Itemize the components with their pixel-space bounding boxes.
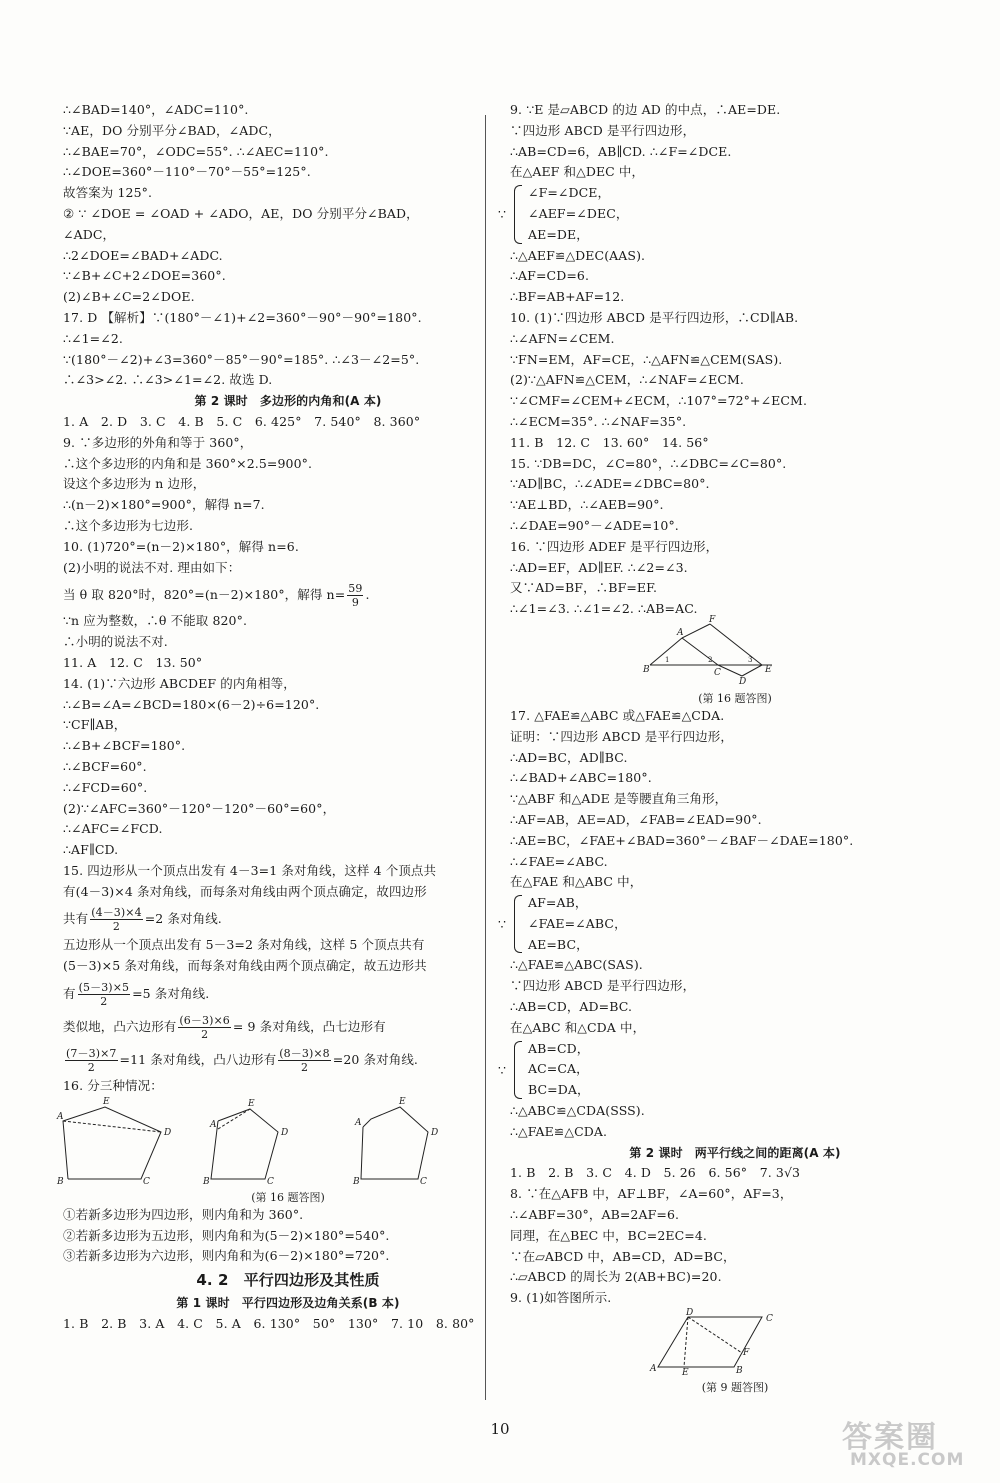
answer-line: 1. B 2. B 3. A 4. C 5. A 6. 130° 50° 130° 7. 10 8. 80°: [63, 1316, 475, 1332]
text-line: 8. ∵在△AFB 中，AF⊥BF，∠A=60°，AF=3，: [510, 1186, 793, 1202]
text-line: ∴∠FAE=∠ABC.: [510, 853, 608, 869]
figure-caption: (第 9 题答图): [701, 1381, 769, 1395]
denominator: 2: [112, 920, 120, 934]
text-line: ∵AE，DO 分别平分∠BAD，∠ADC，: [63, 122, 281, 138]
page-number: 10: [490, 1420, 510, 1438]
svg-text:E: E: [682, 1368, 689, 1379]
text-line: 15. 四边形从一个顶点出发有 4－3=1 条对角线，这样 4 个顶点共: [63, 862, 437, 878]
watermark-logo: [842, 1412, 982, 1474]
text-line: 在△FAE 和△ABC 中，: [510, 874, 643, 890]
text-fragment: 共有: [63, 911, 89, 927]
figure-9-parallelogram: [510, 1309, 960, 1395]
numerator: (7－3)×7: [66, 1047, 117, 1061]
denominator: 2: [201, 1028, 209, 1042]
text-fragment: =2 条对角线.: [144, 911, 222, 927]
triangle-diagram: [510, 614, 960, 687]
text-line: ∵AE⊥BD，∴∠AEB=90°.: [510, 497, 664, 513]
text-line: ∴AF=CD=6.: [510, 268, 590, 284]
because-symbol: ∵: [498, 1062, 506, 1078]
text-line: ∴∠DAE=90°－∠ADE=10°.: [510, 517, 679, 533]
parallelogram-diagram: [510, 1308, 960, 1379]
condition-line: AC=CA，: [528, 1061, 589, 1077]
svg-text:D: D: [739, 676, 747, 687]
diagram-hexagon: [361, 1107, 428, 1179]
text-line: 证明：∵四边形 ABCD 是平行四边形，: [510, 728, 733, 744]
numerator: (6－3)×6: [179, 1014, 230, 1028]
text-line: ∵△ABF 和△ADE 是等腰直角三角形，: [510, 791, 728, 807]
text-line: ∴∠AFC=∠FCD.: [63, 821, 163, 837]
text-line: ∴AF∥CD.: [63, 842, 119, 858]
text-fragment: =20 条对角线.: [332, 1052, 418, 1068]
text-line: 又∵AD=BF，∴BF=EF.: [510, 580, 658, 596]
condition-line: AE=DE，: [528, 226, 589, 242]
text-fragment: .: [365, 587, 370, 603]
text-line: 15. ∵DB=DC，∠C=80°，∴∠DBC=∠C=80°.: [510, 455, 787, 471]
condition-brace: [498, 183, 960, 245]
brace-mark: [514, 185, 522, 243]
svg-text:B: B: [643, 664, 650, 675]
text-line: ∵四边形 ABCD 是平行四边形，: [510, 978, 696, 994]
brace-mark: [514, 895, 522, 953]
condition-line: BC=DA，: [528, 1082, 590, 1098]
answer-line: 11. A 12. C 13. 50°: [63, 654, 203, 670]
text-line: ∴这个多边形为七边形.: [63, 517, 194, 533]
denominator: 2: [100, 995, 108, 1009]
text-line: ∵∠CMF=∠CEM+∠ECM，∴107°=72°+∠ECM.: [510, 393, 808, 409]
section-heading: 第 1 课时 平行四边形及边角关系(B 本): [176, 1296, 400, 1311]
condition-line: AB=CD，: [528, 1040, 590, 1056]
text-line: 有(4－3)×4 条对角线，而每条对角线由两个顶点确定，故四边形: [63, 883, 427, 899]
text-line: 五边形从一个顶点出发有 5－3=2 条对角线，这样 5 个顶点共有: [63, 937, 425, 953]
figure-caption: (第 16 题答图): [251, 1190, 325, 1204]
text-line: ∴∠B+∠BCF=180°.: [63, 738, 186, 754]
text-line: 在△AEF 和△DEC 中，: [510, 164, 645, 180]
text-line: ②若新多边形为五边形，则内角和为(5－2)×180°=540°.: [63, 1227, 390, 1243]
text-line: ∴△AEF≌△DEC(AAS).: [510, 247, 646, 263]
answer-line: 1. B 2. B 3. C 4. D 5. 26 6. 56° 7. 3√3: [510, 1165, 801, 1181]
text-line: ∴△FAE≌△ABC(SAS).: [510, 957, 643, 973]
fraction: [178, 1014, 231, 1041]
text-line: 17. D 【解析】∵(180°－∠1)+∠2=360°－90°－90°=180°.: [63, 309, 422, 325]
svg-text:C: C: [267, 1176, 274, 1187]
text-line: ∴∠FCD=60°.: [63, 779, 148, 795]
text-line: ∵n 应为整数，∴θ 不能取 820°.: [63, 613, 248, 629]
fraction: [278, 1047, 331, 1074]
svg-text:F: F: [709, 614, 716, 625]
text-line: ∴∠BCF=60°.: [63, 758, 147, 774]
text-fragment: =5 条对角线.: [132, 986, 210, 1002]
text-line: ①若新多边形为四边形，则内角和为 360°.: [63, 1206, 304, 1222]
svg-text:B: B: [736, 1366, 743, 1377]
text-line: ∴∠DOE=360°－110°－70°－55°=125°.: [63, 164, 311, 180]
numerator: 59: [348, 582, 363, 596]
text-line: ∴∠ABF=30°，AB=2AF=6.: [510, 1207, 680, 1223]
text-line: ∵FN=EM，AF=CE，∴△AFN≌△CEM(SAS).: [510, 351, 783, 367]
answer-line: 1. A 2. D 3. C 4. B 5. C 6. 425° 7. 540° 8. 360°: [63, 413, 421, 429]
text-line: ∴BF=AB+AF=12.: [510, 289, 625, 305]
text-line: ∵四边形 ABCD 是平行四边形，: [510, 122, 696, 138]
text-line: ∴∠3>∠2. ∴∠3>∠1=∠2. 故选 D.: [63, 372, 273, 388]
text-line: ∴(n－2)×180°=900°，解得 n=7.: [63, 497, 265, 513]
text-line: ∴∠BAD=140°，∠ADC=110°.: [63, 102, 249, 117]
svg-text:B: B: [57, 1176, 64, 1187]
svg-text:A: A: [677, 627, 684, 638]
text-line: ∴▱ABCD 的周长为 2(AB+BC)=20.: [510, 1269, 722, 1285]
svg-text:1: 1: [665, 655, 670, 664]
condition-line: ∠F=∠DCE，: [528, 185, 611, 201]
condition-brace: [498, 893, 960, 955]
svg-text:E: E: [103, 1096, 110, 1107]
svg-text:C: C: [143, 1176, 150, 1187]
fraction: [347, 582, 363, 609]
text-line: (2)∵△AFN≌△CEM，∴∠NAF=∠ECM.: [510, 372, 744, 388]
svg-text:D: D: [686, 1308, 694, 1319]
text-line: 10. (1)∵四边形 ABCD 是平行四边形，∴CD∥AB.: [510, 309, 799, 325]
text-fragment: 当 θ 取 820°时，820°=(n－2)×180°，解得 n=: [63, 587, 346, 603]
condition-brace: [498, 1039, 960, 1101]
text-line: ∵∠B+∠C+2∠DOE=360°.: [63, 268, 226, 284]
svg-text:C: C: [420, 1176, 427, 1187]
text-line: 设这个多边形为 n 边形，: [63, 476, 206, 492]
svg-text:2: 2: [708, 655, 713, 664]
text-line: ∴∠1=∠2.: [63, 330, 123, 346]
text-fragment: =11 条对角线，凸八边形有: [119, 1052, 277, 1068]
text-line: ∴AB=CD，AD=BC.: [510, 999, 633, 1015]
text-line: (2)小明的说法不对. 理由如下：: [63, 559, 241, 575]
svg-text:D: D: [164, 1127, 172, 1138]
text-line: ∴△FAE≌△CDA.: [510, 1123, 608, 1139]
svg-text:A: A: [355, 1117, 362, 1128]
text-line: ∴AE=BC，∠FAE+∠BAD=360°－∠BAF－∠DAE=180°.: [510, 832, 854, 848]
text-line: ∴∠B=∠A=∠BCD=180×(6－2)÷6=120°.: [63, 696, 320, 712]
watermark-url: MXQE.COM: [850, 1450, 965, 1470]
text-line: ② ∵ ∠DOE = ∠OAD + ∠ADO，AE，DO 分别平分∠BAD，: [63, 205, 419, 221]
svg-text:B: B: [353, 1176, 360, 1187]
svg-text:C: C: [766, 1314, 773, 1325]
text-fragment: = 9 条对角线，凸七边形有: [232, 1019, 386, 1035]
chapter-heading: 4. 2 平行四边形及其性质: [196, 1271, 380, 1290]
svg-text:C: C: [714, 667, 721, 678]
text-line: (2)∵∠AFC=360°－120°－120°－60°=60°，: [63, 800, 336, 816]
right-column: [498, 100, 960, 1395]
svg-text:A: A: [210, 1119, 217, 1130]
text-line: ∴这个多边形的内角和是 360°×2.5=900°.: [63, 455, 313, 471]
text-line: ∴AD=BC，AD∥BC.: [510, 749, 628, 765]
fraction: [90, 906, 143, 933]
text-line: 同理，在△BEC 中，BC=2EC=4.: [510, 1227, 707, 1243]
watermark-text: 答案圈: [842, 1420, 938, 1455]
condition-line: ∠AEF=∠DEC，: [528, 205, 629, 221]
text-line: ∴∠1=∠3. ∴∠1=∠2. ∴AB=AC.: [510, 601, 698, 617]
denominator: 2: [87, 1061, 95, 1075]
denominator: 9: [351, 596, 359, 610]
text-line: ∴∠AFN=∠CEM.: [510, 330, 615, 346]
text-line: ③若新多边形为六边形，则内角和为(6－2)×180°=720°.: [63, 1248, 390, 1264]
figure-16-polygons: [57, 1096, 513, 1205]
numerator: (4－3)×4: [91, 906, 142, 920]
svg-text:E: E: [765, 664, 772, 675]
because-symbol: ∵: [498, 206, 506, 222]
text-line: ∴∠BAD+∠ABC=180°.: [510, 770, 652, 786]
fraction-line: [63, 1043, 513, 1076]
text-line: 16. 分三种情况：: [63, 1078, 163, 1094]
section-heading: 第 2 课时 两平行线之间的距离(A 本): [629, 1145, 841, 1160]
svg-text:E: E: [248, 1098, 255, 1109]
left-column: [57, 100, 513, 1335]
svg-text:3: 3: [748, 655, 753, 664]
svg-text:A: A: [650, 1364, 657, 1375]
condition-line: ∠FAE=∠ABC，: [528, 915, 627, 931]
svg-text:D: D: [431, 1127, 439, 1138]
text-line: 9. (1)如答图所示.: [510, 1290, 612, 1306]
text-line: 16. ∵四边形 ADEF 是平行四边形，: [510, 538, 719, 554]
text-fragment: 类似地，凸六边形有: [63, 1019, 177, 1035]
text-line: ∴AD=EF，AD∥EF. ∴∠2=∠3.: [510, 559, 688, 575]
text-fragment: 有: [63, 986, 76, 1002]
text-line: 14. (1)∵六边形 ABCDEF 的内角相等，: [63, 675, 296, 691]
text-line: ∵(180°－∠2)+∠3=360°－85°－90°=185°. ∴∠3－∠2=5°.: [63, 351, 420, 367]
text-line: ∵AD∥BC，∴∠ADE=∠DBC=80°.: [510, 476, 710, 492]
svg-text:D: D: [281, 1127, 289, 1138]
condition-line: AE=BC，: [528, 936, 589, 952]
text-line: ∠ADC，: [63, 226, 116, 242]
text-line: (2)∠B+∠C=2∠DOE.: [63, 289, 195, 305]
figure-16-triangle: [510, 614, 960, 706]
text-line: ∴AB=CD=6，AB∥CD. ∴∠F=∠DCE.: [510, 143, 732, 159]
polygon-diagrams: [57, 1096, 493, 1187]
text-line: ∴AF=AB，AE=AD，∠FAB=∠EAD=90°.: [510, 811, 762, 827]
because-symbol: ∵: [498, 916, 506, 932]
svg-text:B: B: [203, 1176, 210, 1187]
fraction: [65, 1047, 118, 1074]
text-line: ∴∠ECM=35°. ∴∠NAF=35°.: [510, 413, 687, 429]
text-line: 17. △FAE≌△ABC 或△FAE≌△CDA.: [510, 707, 725, 723]
text-line: 9. ∵多边形的外角和等于 360°，: [63, 434, 253, 450]
text-line: 在△ABC 和△CDA 中，: [510, 1019, 646, 1035]
fraction-line: [63, 902, 513, 935]
svg-text:F: F: [743, 1348, 750, 1359]
text-line: ∵CF∥AB，: [63, 717, 127, 733]
svg-text:A: A: [57, 1111, 64, 1122]
text-line: ∴2∠DOE=∠BAD+∠ADC.: [63, 247, 223, 263]
text-line: ∵在▱ABCD 中，AB=CD，AD=BC，: [510, 1248, 736, 1264]
text-line: 9. ∵E 是▱ABCD 的边 AD 的中点，∴AE=DE.: [510, 102, 781, 117]
figure-caption: (第 16 题答图): [698, 691, 772, 705]
diagram-pentagon: [211, 1109, 278, 1179]
text-line: ∴∠BAE=70°，∠ODC=55°. ∴∠AEC=110°.: [63, 143, 329, 159]
numerator: (8－3)×8: [279, 1047, 330, 1061]
text-line: (5－3)×5 条对角线，而每条对角线由两个顶点确定，故五边形共: [63, 958, 427, 974]
text-line: 10. (1)720°=(n－2)×180°，解得 n=6.: [63, 538, 299, 554]
fraction: [78, 981, 131, 1008]
denominator: 2: [300, 1061, 309, 1075]
fraction-line: [63, 1010, 513, 1043]
brace-mark: [514, 1041, 522, 1099]
numerator: (5－3)×5: [78, 981, 130, 995]
text-line: ∴△ABC≌△CDA(SSS).: [510, 1103, 645, 1119]
fraction-line: [63, 578, 513, 611]
section-heading: 第 2 课时 多边形的内角和(A 本): [194, 394, 382, 409]
text-line: 故答案为 125°.: [63, 185, 153, 201]
text-line: ∴小明的说法不对.: [63, 634, 168, 650]
fraction-line: [63, 977, 513, 1010]
answer-line: 11. B 12. C 13. 60° 14. 56°: [510, 434, 709, 450]
svg-text:E: E: [399, 1096, 406, 1107]
condition-line: AF=AB，: [528, 895, 588, 911]
diagram-quadrilateral: [63, 1107, 161, 1179]
